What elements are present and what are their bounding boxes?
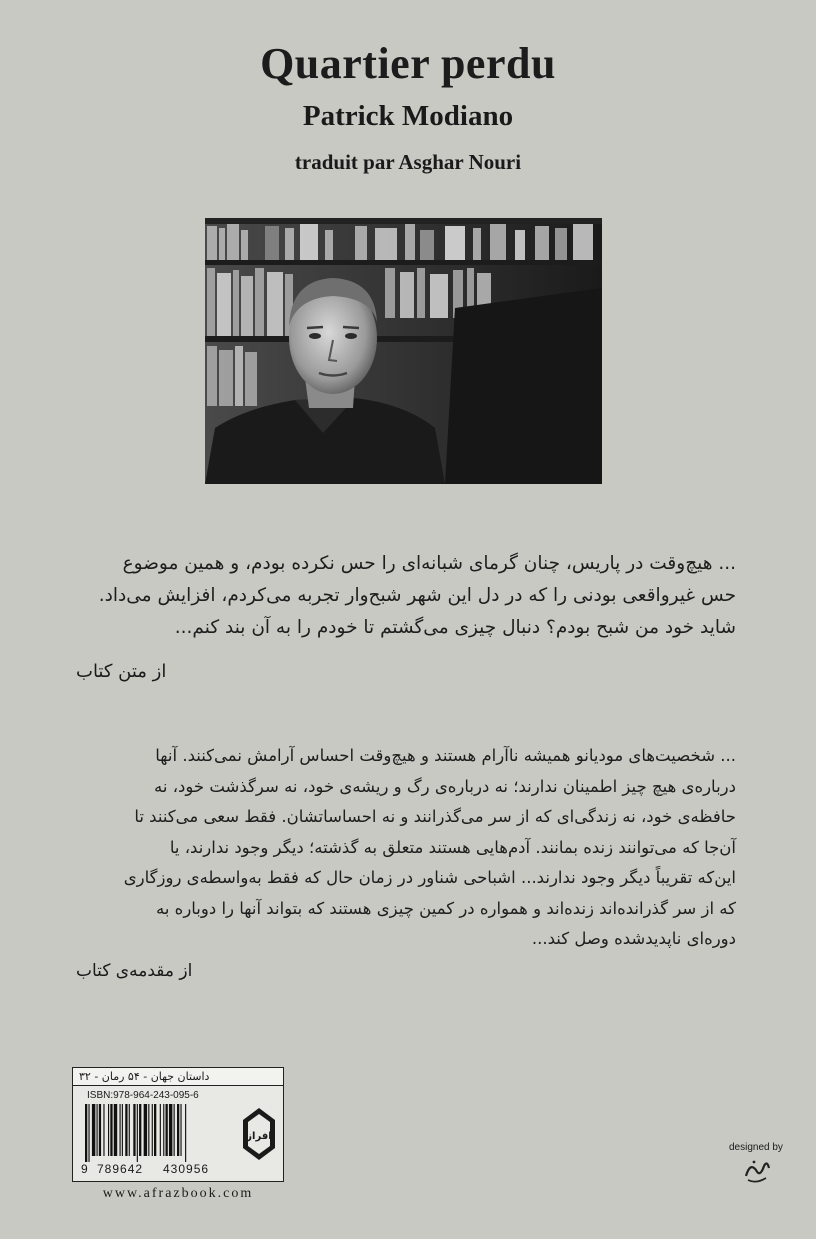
barcode-bar <box>180 1104 181 1156</box>
series-label: داستان جهان - ۵۴ رمان - ۳۲ <box>73 1068 283 1086</box>
barcode-bar <box>177 1104 179 1156</box>
excerpt-line: ... هیچ‌وقت در پاریس، چنان گرمای شبانه‌ای را حس نکرده بودم، و همین موضوع <box>122 553 736 574</box>
barcode-bar <box>110 1104 112 1156</box>
barcode-bar <box>137 1104 138 1162</box>
barcode-bar <box>85 1104 87 1162</box>
barcode-bar <box>154 1104 156 1156</box>
barcode-bar <box>108 1104 109 1156</box>
barcode-bar <box>133 1104 135 1156</box>
barcode-bar <box>92 1104 95 1156</box>
excerpt-line: حس غیرواقعی بودنی را که در دل این شهر شبح‌وار تجربه می‌کردم، افزایش می‌داد. <box>98 585 736 606</box>
excerpt-line: شاید خود من شبح بودم؟ دنبال چیزی می‌گشتم تا خودم را به آن بند کنم... <box>174 617 736 638</box>
barcode-bar <box>152 1104 153 1156</box>
intro-line: درباره‌ی هیچ چیز اطمینان ندارند؛ نه درباره‌ی رگ و ریشه‌ی خود، نه سرگذشت خود، نه <box>154 776 736 796</box>
publisher-logo-text: افراز <box>246 1131 272 1142</box>
barcode-bar <box>144 1104 147 1156</box>
barcode-bar <box>160 1104 161 1156</box>
intro-line: دوره‌ای ناپدیدشده وصل کند... <box>531 929 736 948</box>
intro-line: که از سر گذرانده‌اند زنده‌اند و همواره در کمین چیزی هستند که بتواند آنها را دوباره به <box>155 898 736 918</box>
author-photo <box>205 218 602 484</box>
intro-line: این‌که تقریباً دیگر وجود ندارند... اشباحی شناور در زمان حال که فقط به‌واسطه‌ی روزگاری <box>123 868 736 887</box>
barcode-bar <box>139 1104 141 1156</box>
publisher-logo-icon <box>241 1106 277 1162</box>
barcode-bar <box>163 1104 164 1156</box>
translator-credit: traduit par Asghar Nouri <box>294 150 522 174</box>
barcode-icon <box>85 1104 227 1162</box>
intro-source: از مقدمه‌ی کتاب <box>76 961 193 981</box>
excerpt-source: از متن کتاب <box>76 661 167 682</box>
intro-text <box>76 741 736 955</box>
barcode-bar <box>120 1104 121 1156</box>
barcode-bar <box>129 1104 130 1156</box>
book-title: Quartier perdu <box>260 39 556 88</box>
designed-by-label: designed by <box>729 1142 783 1153</box>
barcode-bar <box>166 1104 168 1156</box>
barcode-bar <box>148 1104 149 1156</box>
publisher-website[interactable]: www.afrazbook.com <box>102 1186 254 1201</box>
author-name: Patrick Modiano <box>302 100 514 132</box>
barcode-bar <box>97 1104 98 1156</box>
barcode-bar <box>114 1104 117 1156</box>
barcode-bar <box>122 1104 123 1156</box>
barcode-bar <box>99 1104 101 1156</box>
intro-line: آن‌جا که می‌توانند زنده بمانند. آدم‌هایی هستند متعلق به گذشته؛ دیگر وجود ندارند، یا <box>169 837 736 857</box>
barcode-bar <box>185 1104 186 1162</box>
designer-signature-icon <box>742 1156 772 1186</box>
barcode-digit-first: 9 <box>81 1162 89 1176</box>
intro-line: حافظه‌ی خود، نه زندگی‌ای که از سر می‌گذرانند و نه احساساتشان. فقط سعی می‌کنند تا <box>134 807 736 826</box>
barcode-digits-right: 430956 <box>163 1162 210 1176</box>
isbn-text: ISBN:978-964-243-095-6 <box>87 1090 199 1101</box>
barcode-bar <box>103 1104 104 1156</box>
excerpt-text <box>76 548 736 644</box>
intro-line: ... شخصیت‌های مودیانو همیشه ناآرام هستند و هیچ‌وقت احساس آرامش نمی‌کنند. آنها <box>155 746 736 765</box>
barcode-panel <box>72 1067 284 1182</box>
barcode-digits-left: 789642 <box>97 1162 144 1176</box>
barcode-bar <box>88 1104 89 1162</box>
barcode-bar <box>125 1104 127 1156</box>
barcode-bar <box>169 1104 172 1156</box>
barcode-bar <box>174 1104 175 1156</box>
